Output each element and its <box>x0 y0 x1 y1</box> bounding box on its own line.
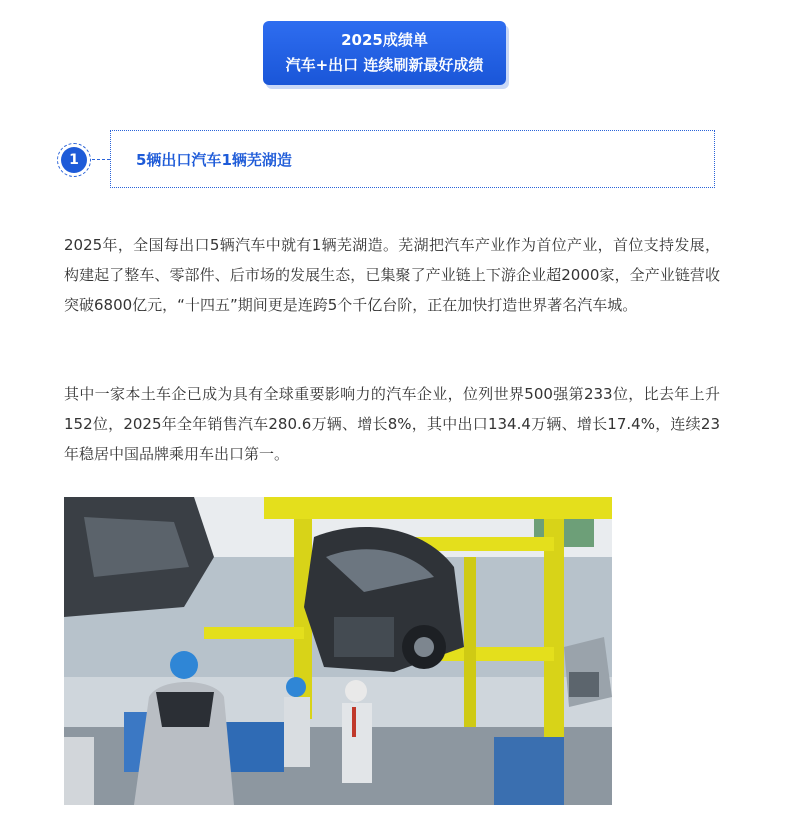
section-heading-box <box>110 130 715 188</box>
banner-title: 2025成绩单 <box>341 31 428 49</box>
section-number-badge: 1 <box>61 147 87 173</box>
section-connector-line <box>92 159 110 160</box>
header-banner <box>263 21 506 85</box>
factory-assembly-photo <box>64 497 612 805</box>
section-title: 5辆出口汽车1辆芜湖造 <box>136 151 292 169</box>
paragraph-1: 2025年，全国每出口5辆汽车中就有1辆芜湖造。芜湖把汽车产业作为首位产业，首位支持发展，构建起了整车、零部件、后市场的发展生态，已集聚了产业链上下游企业超2000家，全产业链营收突破6800亿元，“十四五”期间更是连跨5个千亿台阶，正在加快打造世界著名汽车城。 <box>64 236 720 314</box>
banner-subtitle: 汽车+出口 连续刷新最好成绩 <box>285 56 484 74</box>
paragraph-2: 其中一家本土车企已成为具有全球重要影响力的汽车企业，位列世界500强第233位，比去年上升152位，2025年全年销售汽车280.6万辆、增长8%，其中出口134.4万辆、增长17.4%，连续23年稳居中国品牌乘用车出口第一。 <box>64 385 720 463</box>
